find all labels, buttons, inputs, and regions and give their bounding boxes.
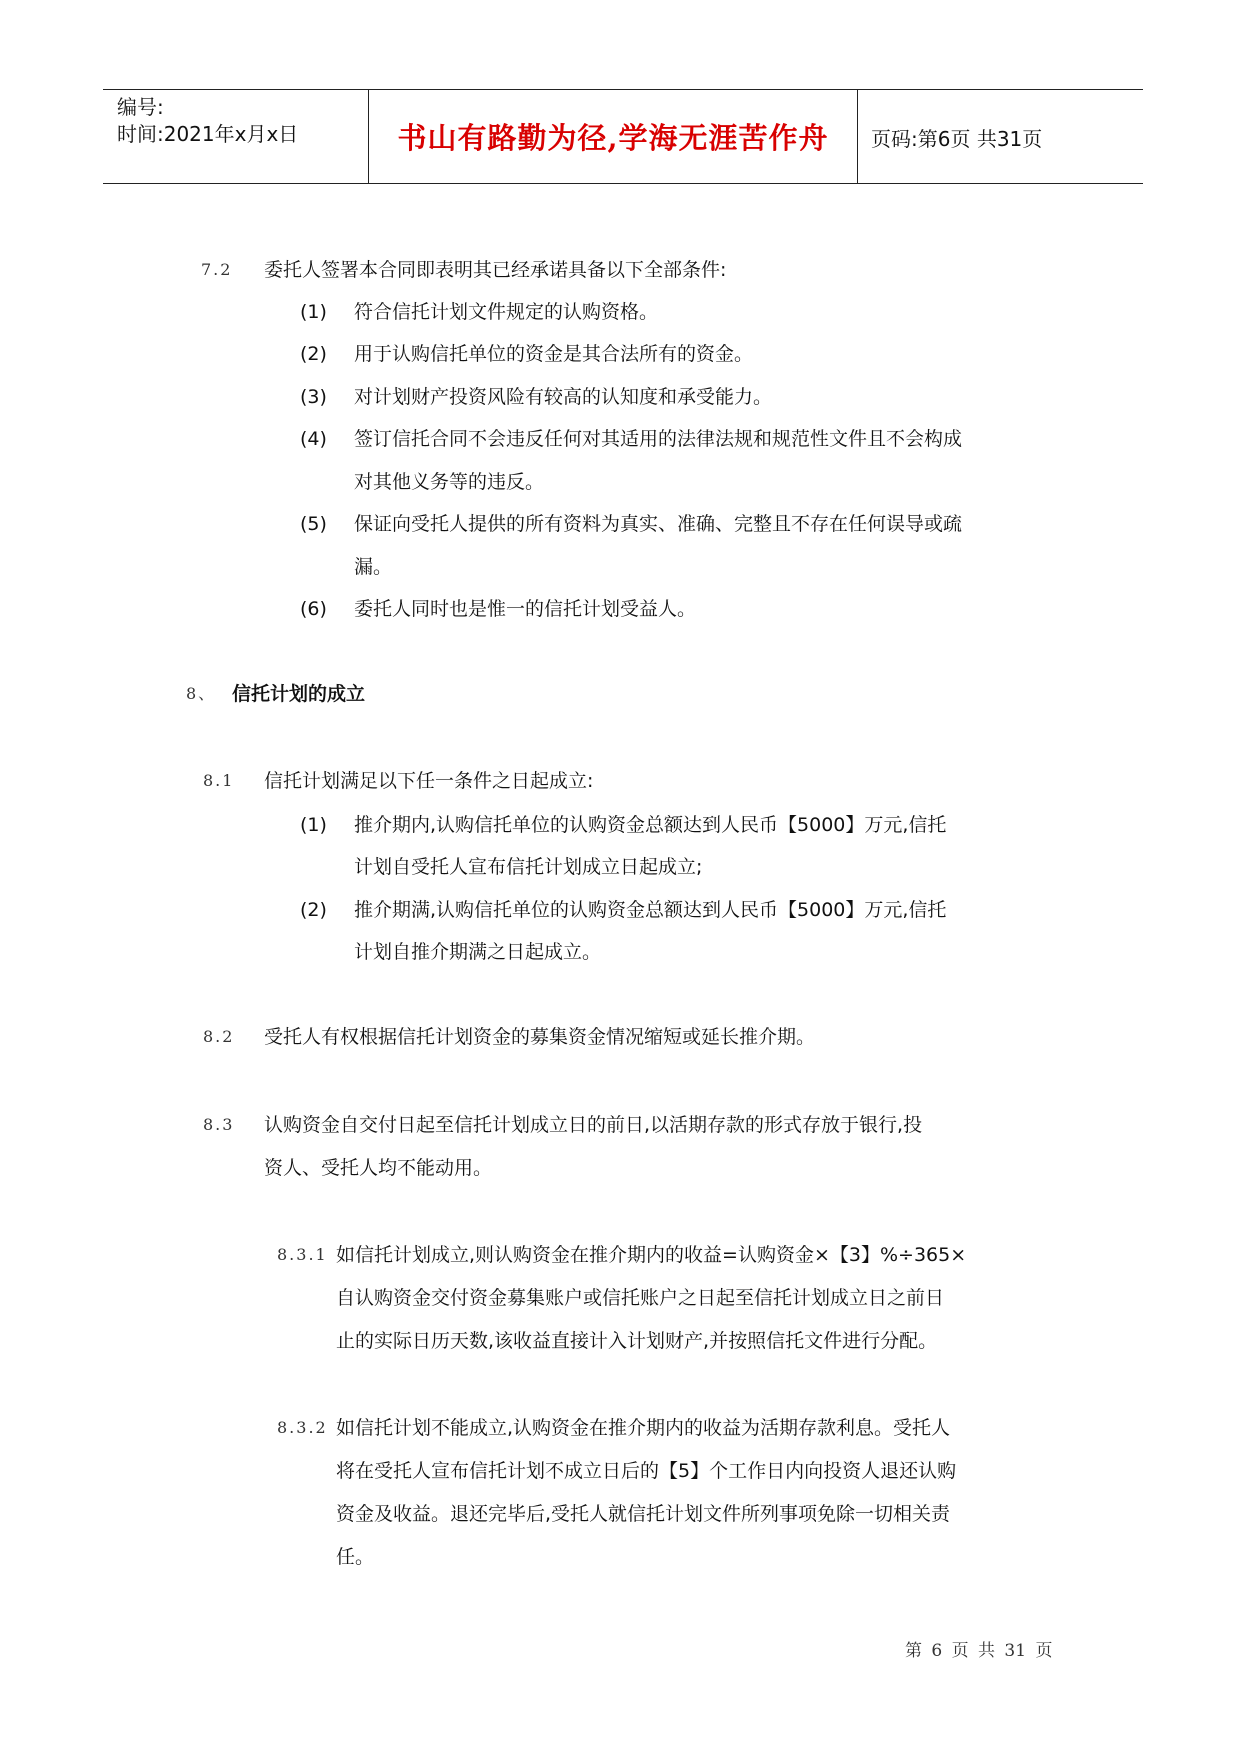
clause-text: 资金及收益。退还完毕后,受托人就信托计划文件所列事项免除一切相关责 [336,1503,951,1525]
item-text: 对其他义务等的违反。 [354,471,545,493]
item-text: 对计划财产投资风险有较高的认知度和承受能力。 [354,386,773,408]
header-meta [117,94,367,148]
item-text: 推介期内,认购信托单位的认购资金总额达到人民币【5000】万元,信托 [354,814,947,836]
clause-text: 止的实际日历天数,该收益直接计入计划财产,并按照信托文件进行分配。 [336,1330,938,1352]
clause-number: 8.3.2 [277,1418,328,1437]
section-title: 信托计划的成立 [232,683,366,705]
item-number: (4) [300,428,327,450]
clause-number: 8.3 [203,1115,235,1134]
item-text: 推介期满,认购信托单位的认购资金总额达到人民币【5000】万元,信托 [354,899,947,921]
item-text: 保证向受托人提供的所有资料为真实、准确、完整且不存在任何误导或疏 [354,513,963,535]
clause-text: 自认购资金交付资金募集账户或信托账户之日起至信托计划成立日之前日 [336,1287,945,1309]
clause-text: 委托人签署本合同即表明其已经承诺具备以下全部条件: [264,259,727,281]
item-number: (2) [300,899,327,921]
header-motto: 书山有路勤为径,学海无涯苦作舟 [397,121,829,155]
item-number: (3) [300,386,327,408]
section-number: 8、 [186,684,217,703]
item-number: (6) [300,598,327,620]
header-divider [857,90,858,183]
item-text: 计划自推介期满之日起成立。 [354,941,602,963]
clause-text: 认购资金自交付日起至信托计划成立日的前日,以活期存款的形式存放于银行,投 [264,1114,923,1136]
clause-number: 8.2 [203,1027,235,1046]
item-number: (1) [300,814,327,836]
item-text: 漏。 [354,556,393,578]
page-footer: 第 6 页 共 31 页 [905,1641,1053,1661]
clause-text: 将在受托人宣布信托计划不成立日后的【5】个工作日内向投资人退还认购 [336,1460,957,1482]
item-text: 签订信托合同不会违反任何对其适用的法律法规和规范性文件且不会构成 [354,428,963,450]
item-text: 计划自受托人宣布信托计划成立日起成立; [354,856,703,878]
clause-text: 资人、受托人均不能动用。 [264,1157,493,1179]
item-number: (1) [300,301,327,323]
clause-text: 如信托计划成立,则认购资金在推介期内的收益=认购资金×【3】%÷365× [336,1244,967,1266]
item-text: 委托人同时也是惟一的信托计划受益人。 [354,598,697,620]
clause-number: 8.1 [203,771,235,790]
header-page-label: 页码:第6页 共31页 [871,127,1043,151]
clause-text: 如信托计划不能成立,认购资金在推介期内的收益为活期存款利息。受托人 [336,1417,951,1439]
clause-text: 信托计划满足以下任一条件之日起成立: [264,770,594,792]
clause-number: 8.3.1 [277,1245,328,1264]
clause-text: 任。 [336,1546,375,1568]
header-code-label: 编号: [117,95,164,119]
header-time-label: 时间:2021年x月x日 [117,122,299,146]
clause-number: 7.2 [201,260,233,279]
page-header [103,89,1143,184]
item-number: (5) [300,513,327,535]
item-text: 符合信托计划文件规定的认购资格。 [354,301,659,323]
item-number: (2) [300,343,327,365]
clause-text: 受托人有权根据信托计划资金的募集资金情况缩短或延长推介期。 [264,1026,816,1048]
item-text: 用于认购信托单位的资金是其合法所有的资金。 [354,343,754,365]
